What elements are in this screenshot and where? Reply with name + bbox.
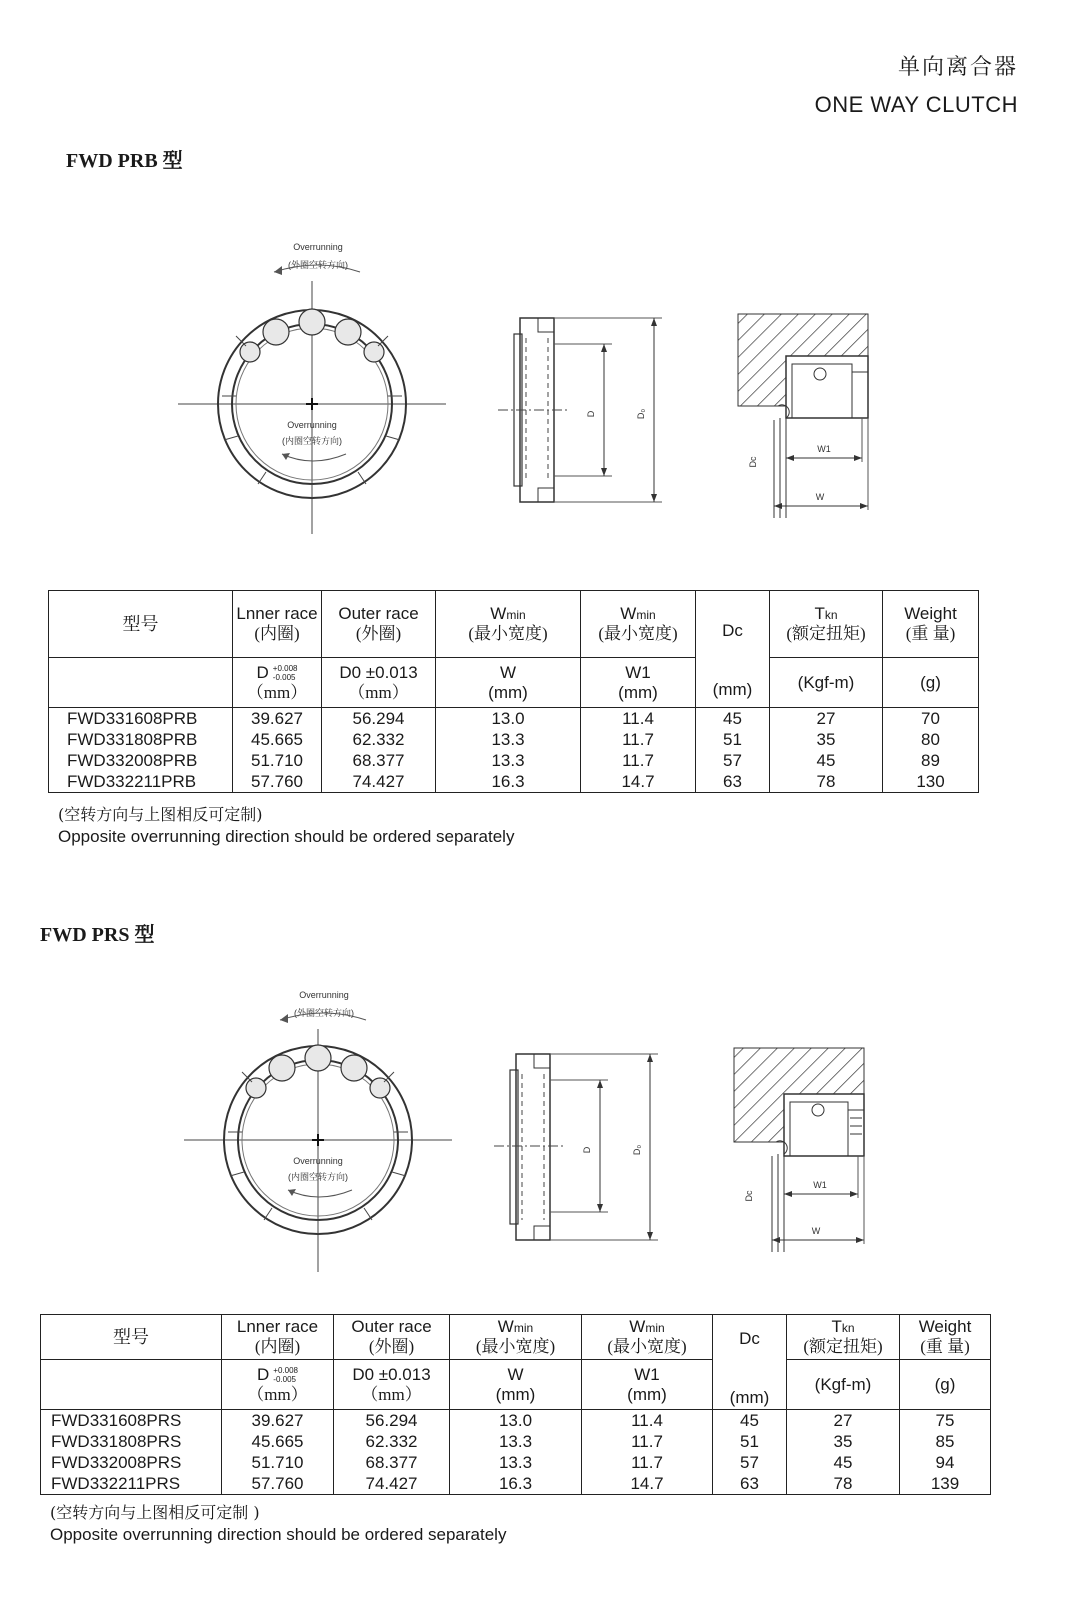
note-prs (50, 1502, 506, 1546)
overrunning-inner-label: Overrunning (293, 1156, 343, 1166)
unit-w1: W1 (mm) (582, 1360, 713, 1410)
dim-w-label: W (811, 1226, 821, 1236)
col-dc: Dc (mm) (696, 591, 770, 708)
dim-d0-label: D₀ (632, 1144, 642, 1156)
dim-w-label: W (815, 492, 825, 502)
col-model: 型号 (41, 1315, 222, 1360)
col-w1min: Wmin (最小宽度) (581, 591, 696, 658)
table-header-row (41, 1315, 991, 1360)
table-row: FWD332211PRS 57.760 74.427 16.3 14.7 63 78 139 (41, 1473, 991, 1495)
overrunning-outer-label: Overrunning (299, 990, 349, 1000)
overrunning-outer-label: Overrunning (293, 242, 343, 252)
table-row: FWD331608PRS 39.627 56.294 13.0 11.4 45 27 75 (41, 1410, 991, 1432)
col-inner-race: Lnner race (内圈) (233, 591, 322, 658)
note-en: Opposite overrunning direction should be ordered separately (58, 827, 515, 846)
side-view-diagram-prb (498, 308, 678, 508)
table-units-row (49, 658, 979, 708)
unit-w1: W1 (mm) (581, 658, 696, 708)
table-row: FWD331608PRB 39.627 56.294 13.0 11.4 45 27 70 (49, 708, 979, 730)
table-row: FWD331808PRS 45.665 62.332 13.3 11.7 51 35 85 (41, 1431, 991, 1452)
unit-d0: D0 ±0.013 （mm） (322, 658, 436, 708)
spec-table-prs (40, 1314, 991, 1495)
col-wmin: Wmin (最小宽度) (450, 1315, 582, 1360)
dim-d0-label: D₀ (636, 408, 646, 420)
col-outer-race: Outer race (外圈) (322, 591, 436, 658)
outer-direction-label: (外圈空转方向) (288, 260, 348, 270)
col-model: 型号 (49, 591, 233, 658)
col-dc: Dc (mm) (713, 1315, 787, 1410)
col-inner-race: Lnner race (内圈) (222, 1315, 334, 1360)
col-weight: Weight (重 量) (883, 591, 979, 658)
front-view-diagram-prb (178, 236, 450, 536)
unit-d: D +0.008 -0.005 （mm） (233, 658, 322, 708)
section-title-prb: FWD PRB 型 (66, 150, 183, 172)
header-title-cn: 单向离合器 (897, 55, 1018, 80)
install-view-diagram-prs (730, 1044, 870, 1254)
col-outer-race: Outer race (外圈) (334, 1315, 450, 1360)
table-units-row (41, 1360, 991, 1410)
col-weight: Weight (重 量) (900, 1315, 991, 1360)
overrunning-inner-label: Overrunning (287, 420, 337, 430)
side-view-diagram-prs (494, 1050, 674, 1250)
unit-tkn: (Kgf-m) (787, 1360, 900, 1410)
note-en: Opposite overrunning direction should be ordered separately (50, 1525, 507, 1544)
inner-direction-label: (内圈空转方向) (288, 1172, 348, 1182)
unit-weight: (g) (883, 658, 979, 708)
dim-d-label: D (582, 1146, 592, 1154)
col-w1min: Wmin (最小宽度) (582, 1315, 713, 1360)
note-cn: (空转方向与上图相反可定制) (58, 805, 263, 824)
unit-d0: D0 ±0.013 （mm） (334, 1360, 450, 1410)
col-tkn: Tkn (额定扭矩) (770, 591, 883, 658)
col-tkn: Tkn (额定扭矩) (787, 1315, 900, 1360)
unit-tkn: (Kgf-m) (770, 658, 883, 708)
table-header-row (49, 591, 979, 658)
section-title-prs: FWD PRS 型 (40, 924, 155, 946)
install-view-diagram-prb (734, 310, 874, 520)
outer-direction-label: (外圈空转方向) (294, 1008, 354, 1018)
unit-w: W (mm) (450, 1360, 582, 1410)
dim-dc-label: Dc (744, 1190, 754, 1202)
dim-d-label: D (586, 410, 596, 418)
note-prb (58, 804, 514, 848)
spec-table-prb (48, 590, 979, 793)
header-title-en: ONE WAY CLUTCH (814, 92, 1018, 117)
unit-d: D +0.008 -0.005 （mm） (222, 1360, 334, 1410)
dim-w1-label: W1 (813, 1180, 827, 1190)
note-cn: (空转方向与上图相反可定制 ) (50, 1503, 260, 1522)
table-row: FWD332008PRB 51.710 68.377 13.3 11.7 57 45 89 (49, 750, 979, 771)
table-row: FWD332211PRB 57.760 74.427 16.3 14.7 63 78 130 (49, 771, 979, 793)
unit-w: W (mm) (436, 658, 581, 708)
inner-direction-label: (内圈空转方向) (282, 436, 342, 446)
table-row: FWD331808PRB 45.665 62.332 13.3 11.7 51 35 80 (49, 729, 979, 750)
dim-w1-label: W1 (817, 444, 831, 454)
dim-dc-label: Dc (748, 456, 758, 468)
col-wmin: Wmin (最小宽度) (436, 591, 581, 658)
front-view-diagram-prs (184, 984, 456, 1274)
unit-weight: (g) (900, 1360, 991, 1410)
table-row: FWD332008PRS 51.710 68.377 13.3 11.7 57 45 94 (41, 1452, 991, 1473)
